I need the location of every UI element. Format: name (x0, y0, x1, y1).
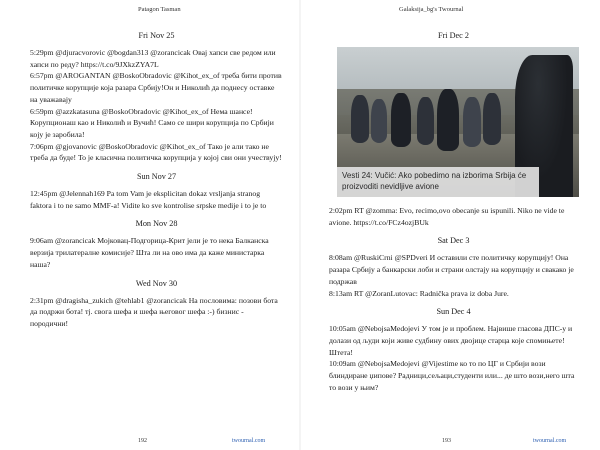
site-link[interactable]: twournal.com (533, 438, 567, 444)
page-number: 193 (442, 438, 451, 444)
date-heading: Sat Dec 3 (437, 236, 470, 246)
date-heading: Sun Nov 27 (136, 172, 177, 182)
date-heading: Sun Dec 4 (436, 307, 471, 317)
news-photo (337, 47, 579, 197)
page-number: 192 (138, 438, 147, 444)
left-page (0, 0, 299, 450)
tweet-entry: 10:09am @NebojsaMedojevi @Vijestime ко то по ЦГ и Србији вози блиндиране џипове? Радници,сељаци,студенти или... де што вози,него шта то вози у њим? (329, 359, 575, 392)
photo-caption: Vesti 24: Vučić: Ako pobedimo na izborima Srbija će proizvoditi nevidljive avione (337, 167, 539, 197)
tweet-entry: 10:05am @NebojsaMedojevi У том је и проблем. Највише гласова ДПС-у и долази од људи који живе судбину ових двојице старца које спомињете! Штета! (329, 324, 573, 357)
tweet-entry: 5:29pm @djuracvorovic @bogdan313 @zorancicak Овај хапси све редом или хапси по реду? https://t.co/9JXkzZYA7L (30, 48, 276, 69)
tweet-entry: 6:57pm @AROGANTAN @BoskoObradovic @Kihot_ex_of треба бити против политичке корупције која разара Србију!Он и Николић да поднесу оставке на уважавају (30, 71, 282, 104)
date-heading: Wed Nov 30 (135, 278, 178, 288)
tweet-entry: 6:59pm @azzkatasuna @BoskoObradovic @Kihot_ex_of Нема шансе! Корупционаш као и Николић и Вучић! Само се шири корупција по Србији коју је заробила! (30, 106, 274, 139)
date-heading: Fri Dec 2 (438, 31, 469, 40)
tweet-entry: 8:08am @RuskiCrni @SPDveri И оставили сте политичку корупцију! Она разара Србију а банкарски лоби и страни олстају на корупцију и свакако је подржав (329, 253, 574, 286)
right-page-content (329, 30, 578, 393)
left-page-content (30, 30, 283, 330)
right-page (301, 0, 600, 450)
right-running-head: Galaksija_bg's Twournal (399, 6, 464, 13)
tweet-entry: 2:02pm RT @zomma: Evo, recimo,ovo obecanje su ispunili. Niko ne vide te avione. https://t.co/FCz4ozjBUk (329, 206, 565, 227)
tweet-entry: 9:06am @zorancicak Мојковац-Подгорица-Крит јели је то нека Балканска верзија трилатералне комисије? Шта ли на ово има да каже министарка наша? (30, 236, 269, 269)
tweet-entry: 7:06pm @gjovanovic @BoskoObradovic @Kihot_ex_of Тако је али тако не треба да буде! То је класична политичка корупција у којој сви они учествују! (30, 141, 282, 163)
date-heading: Mon Nov 28 (135, 219, 178, 229)
tweet-entry: 12:45pm @Jelennah169 Pa tom Vam je eksplicitan dokaz vrsljanja stranog faktora i to ne samo MMF-a! Vidite ko sve kontrolise srpske medije i to je to (30, 189, 267, 210)
site-link[interactable]: twournal.com (232, 438, 266, 444)
left-running-head: Patagon Tasman (138, 6, 181, 13)
date-heading: Fri Nov 25 (138, 31, 175, 40)
tweet-entry: 8:13am RT @ZoranLutovac: Radnička prava iz doba Jure. (329, 288, 509, 298)
tweet-entry: 2:31pm @dragisha_zukich @tehlab1 @zorancicak На пословима: позови бота да подржи бота! тј. свога шефа и шефа његовог шефа :-) бизнис - породични! (30, 295, 278, 328)
